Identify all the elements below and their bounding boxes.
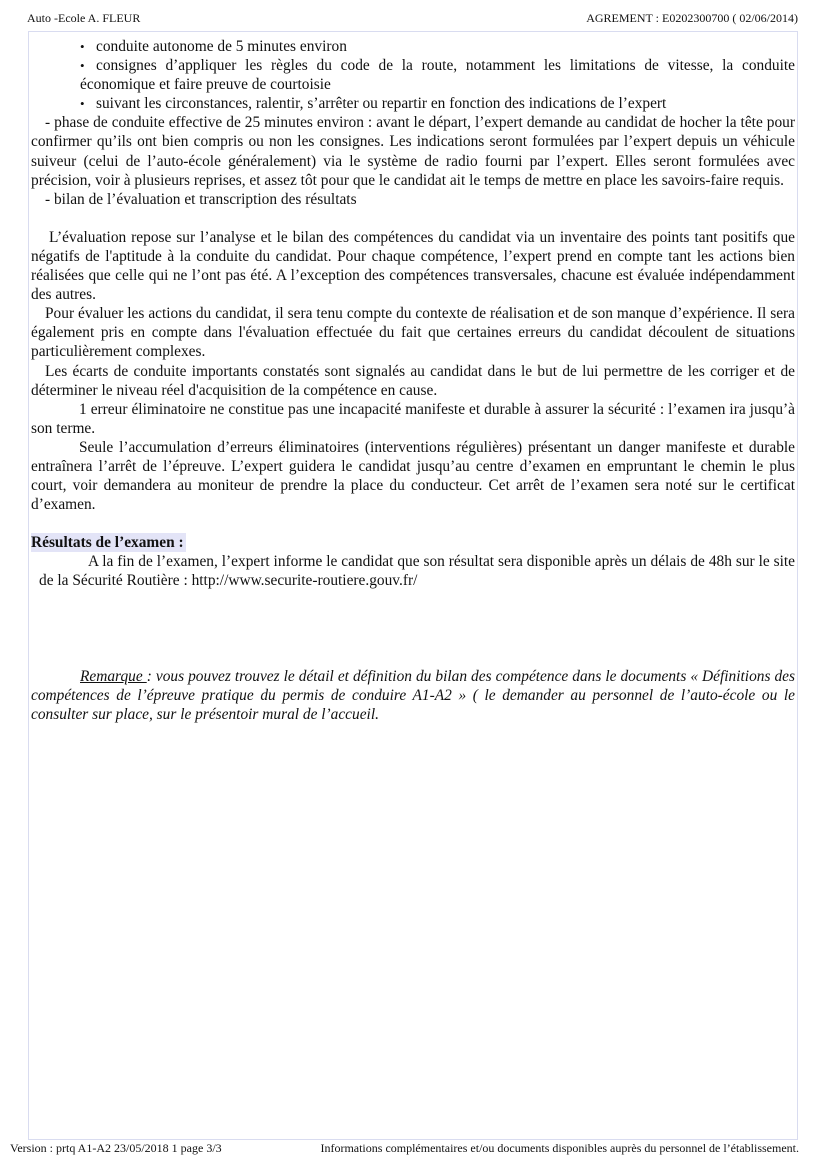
bullet-item: • suivant les circonstances, ralentir, s’arrêter ou repartir en fonction des indications de l’expert (80, 95, 667, 113)
header-school-name: Auto -Ecole A. FLEUR (27, 11, 141, 25)
footer-info: Informations complémentaires et/ou documents disponibles auprès du personnel de l’établissement. (320, 1141, 799, 1155)
bilan-line: - bilan de l’évaluation et transcription des résultats (45, 190, 357, 208)
bullet-icon: • (80, 39, 85, 54)
accumulation-paragraph: Seule l’accumulation d’erreurs éliminatoires (interventions régulières) présentant un danger manifeste et durable entraînera l’arrêt de l’épreuve. L’expert guidera le candidat jusqu’au centre d’examen en empruntant le chemin le plus court, voir demandera au moniteur de prendre la place du conducteur. Cet arrêt de l’examen sera noté sur le certificat d’examen. (31, 438, 795, 514)
bullet-item: • consignes d’appliquer les règles du code de la route, notamment les limitations de vitesse, la conduite économique et faire preuve de courtoisie (80, 57, 795, 94)
header-agreement: AGREMENT : E0202300700 ( 02/06/2014) (586, 11, 798, 25)
actions-paragraph: Pour évaluer les actions du candidat, il sera tenu compte du contexte de réalisation et de son manque d’expérience. Il sera également pris en compte dans l'évaluation effectuée du fait que certaines erreurs du candidat découlent de situations particulièrement complexes. (31, 305, 795, 361)
results-heading: Résultats de l’examen : (31, 534, 184, 552)
bullet-item: • conduite autonome de 5 minutes environ (80, 38, 347, 55)
erreur-paragraph: 1 erreur éliminatoire ne constitue pas une incapacité manifeste et durable à assurer la sécurité : l’examen ira jusqu’à son terme. (31, 400, 795, 437)
footer-version: Version : prtq A1-A2 23/05/2018 1 page 3/3 (10, 1141, 222, 1155)
remark-paragraph (31, 667, 795, 724)
results-paragraph: A la fin de l’examen, l’expert informe le candidat que son résultat sera disponible après un délais de 48h sur le site de la Sécurité Routière : http://www.securite-routiere.gouv.fr/ (39, 553, 795, 590)
remark-label: Remarque (80, 667, 147, 685)
document-body (31, 37, 795, 724)
ecarts-paragraph: Les écarts de conduite importants constatés sont signalés au candidat dans le but de lui permettre de les corriger et de déterminer le niveau réel d'acquisition de la compétence en cause. (31, 362, 795, 399)
remark-text: : vous pouvez trouvez le détail et définition du bilan des compétence dans le documents « Définitions des compétences de l’épreuve pratique du permis de conduire A1-A2 » ( le demander au personnel de l’auto-école ou le consulter sur place, sur le présentoir mural de l’accueil. (31, 667, 796, 723)
phase-paragraph: - phase de conduite effective de 25 minutes environ : avant le départ, l’expert demande au candidat de hocher la tête pour confirmer qu’ils ont bien compris ou non les consignes. Les indications seront formulées par l’expert depuis un véhicule suiveur (celui de l’auto-école généralement) via le système de radio fourni par l’expert. Elles seront formulées avec précision, voir à plusieurs reprises, et assez tôt pour que le candidat ait le temps de mettre en place les savoirs-faire requis. (31, 114, 795, 189)
evaluation-paragraph: L’évaluation repose sur l’analyse et le bilan des compétences du candidat via un inventaire des points tant positifs que négatifs de l'aptitude à la conduite du candidat. Pour chaque compétence, l’expert prend en compte tant les actions bien réalisées que celle qui ne l’ont pas été. A l’exception des compétences transversales, chacune est évaluée indépendamment des autres. (31, 228, 795, 304)
bullet-icon: • (80, 96, 85, 112)
bullet-icon: • (80, 58, 85, 74)
